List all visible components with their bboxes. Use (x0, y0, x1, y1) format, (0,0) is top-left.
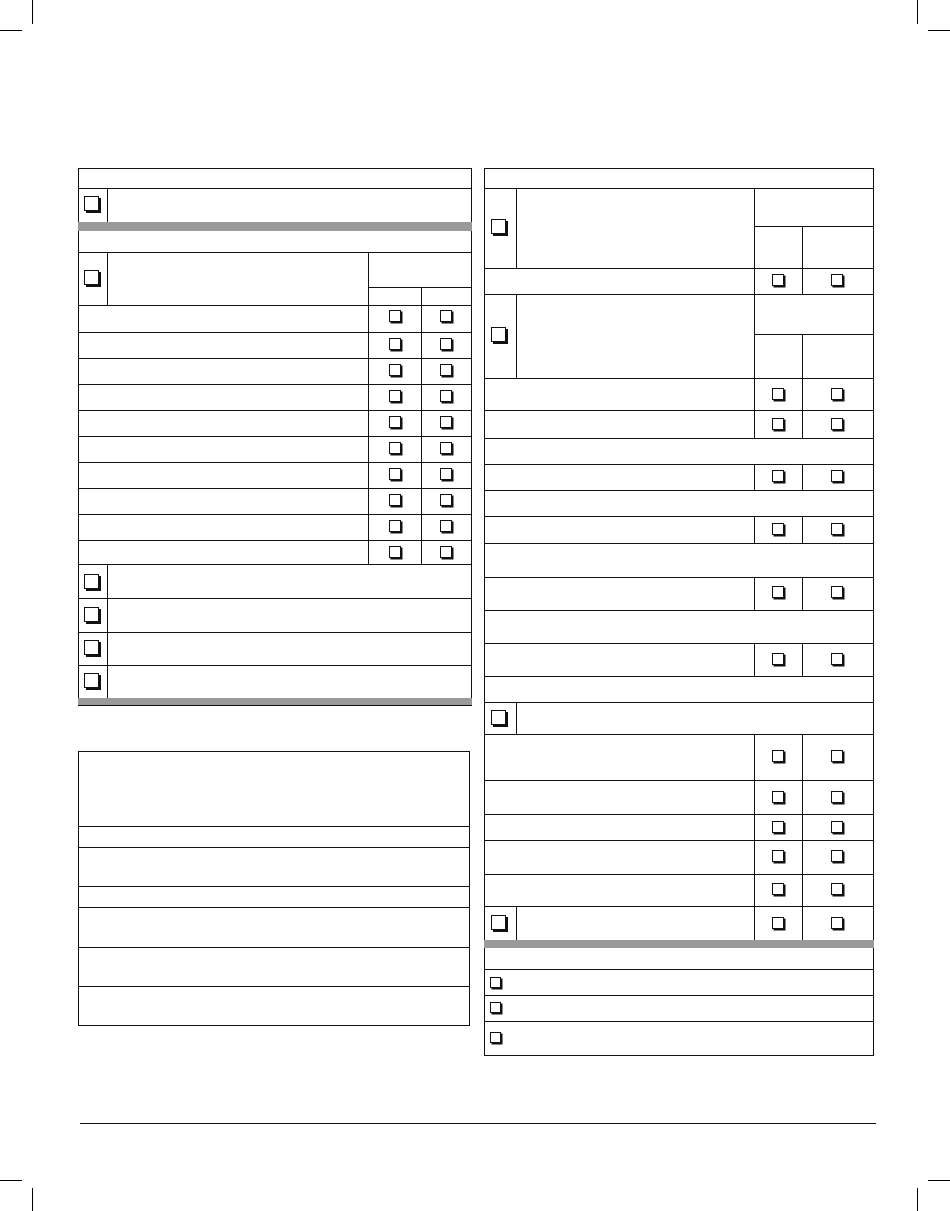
checkbox-icon[interactable] (440, 390, 452, 402)
checkbox-icon[interactable] (831, 850, 843, 862)
table-row (484, 490, 874, 491)
crop-mark (917, 0, 918, 24)
checkbox-icon[interactable] (831, 388, 843, 400)
table-row (484, 577, 874, 578)
checkbox-icon[interactable] (491, 327, 506, 342)
divider (802, 577, 803, 610)
checkbox-icon[interactable] (772, 470, 784, 482)
table-row (484, 294, 874, 295)
divider (754, 643, 755, 676)
table-row (78, 986, 470, 987)
checkbox-icon[interactable] (831, 883, 843, 895)
checkbox-icon[interactable] (831, 586, 843, 598)
divider (802, 334, 803, 438)
crop-mark (0, 1180, 22, 1181)
section-bar (484, 940, 874, 948)
checkbox-icon[interactable] (491, 710, 506, 725)
table-row (78, 564, 472, 565)
table-row (484, 969, 874, 970)
crop-mark (928, 30, 950, 31)
checkbox-icon[interactable] (440, 468, 452, 480)
table-row (484, 464, 874, 465)
table-row (78, 907, 470, 908)
checkbox-icon[interactable] (772, 274, 784, 286)
table-row (484, 268, 874, 269)
checkbox-icon[interactable] (389, 364, 401, 376)
table-row (484, 702, 874, 703)
crop-mark (0, 30, 22, 31)
checkbox-icon[interactable] (440, 364, 452, 376)
table-row (484, 780, 874, 781)
checkbox-icon[interactable] (772, 586, 784, 598)
divider (484, 188, 874, 189)
checkbox-icon[interactable] (490, 1032, 501, 1043)
table-row (78, 462, 472, 463)
table-row (484, 814, 874, 815)
table-row (78, 410, 472, 411)
checkbox-icon[interactable] (831, 470, 843, 482)
divider (754, 226, 874, 227)
left-lower-table (78, 751, 470, 1026)
section-bar (78, 698, 472, 705)
table-row (484, 734, 874, 735)
divider (754, 294, 755, 438)
checkbox-icon[interactable] (389, 520, 401, 532)
divider (754, 334, 874, 335)
table-row (484, 610, 874, 611)
checkbox-icon[interactable] (491, 915, 506, 930)
checkbox-icon[interactable] (772, 418, 784, 430)
divider (754, 516, 755, 543)
section-bar (78, 222, 472, 231)
checkbox-icon[interactable] (772, 653, 784, 665)
checkbox-icon[interactable] (440, 546, 452, 558)
checkbox-icon[interactable] (440, 416, 452, 428)
checkbox-icon[interactable] (84, 574, 99, 589)
divider (754, 188, 755, 294)
table-row (484, 643, 874, 644)
divider (802, 464, 803, 490)
checkbox-icon[interactable] (440, 310, 452, 322)
checkbox-icon[interactable] (389, 468, 401, 480)
table-row (484, 543, 874, 544)
table-row (78, 488, 472, 489)
checkbox-icon[interactable] (772, 917, 784, 929)
checkbox-icon[interactable] (772, 791, 784, 803)
checkbox-icon[interactable] (389, 442, 401, 454)
left-panel (78, 168, 472, 706)
divider (107, 564, 108, 698)
table-row (78, 384, 472, 385)
table-row (78, 886, 470, 887)
divider (754, 464, 755, 490)
checkbox-icon[interactable] (772, 388, 784, 400)
divider (107, 252, 108, 305)
divider (78, 252, 472, 253)
divider (78, 305, 472, 306)
checkbox-icon[interactable] (84, 607, 99, 622)
divider (754, 577, 755, 610)
divider (516, 188, 517, 268)
divider (516, 702, 517, 734)
table-row (78, 947, 470, 948)
table-row (484, 516, 874, 517)
table-row (78, 436, 472, 437)
table-row (484, 378, 874, 379)
checkbox-icon[interactable] (389, 390, 401, 402)
divider (421, 287, 422, 564)
divider (516, 906, 517, 940)
checkbox-icon[interactable] (831, 418, 843, 430)
checkbox-icon[interactable] (491, 219, 506, 234)
table-row (78, 598, 472, 599)
checkbox-icon[interactable] (440, 494, 452, 506)
crop-mark (928, 1180, 950, 1181)
checkbox-icon[interactable] (831, 917, 843, 929)
crop-mark (32, 0, 33, 24)
divider (78, 188, 472, 189)
checkbox-icon[interactable] (831, 523, 843, 535)
crop-mark (917, 1188, 918, 1211)
checkbox-icon[interactable] (389, 546, 401, 558)
table-row (78, 358, 472, 359)
checkbox-icon[interactable] (440, 442, 452, 454)
checkbox-icon[interactable] (831, 821, 843, 833)
checkbox-icon[interactable] (490, 977, 501, 988)
checkbox-icon[interactable] (772, 850, 784, 862)
checkbox-icon[interactable] (831, 791, 843, 803)
checkbox-icon[interactable] (831, 653, 843, 665)
divider (368, 252, 369, 564)
divider (107, 188, 108, 222)
divider (754, 734, 755, 940)
table-row (78, 847, 470, 848)
checkbox-icon[interactable] (772, 821, 784, 833)
checkbox-icon[interactable] (772, 750, 784, 762)
crop-mark (32, 1188, 33, 1211)
checkbox-icon[interactable] (84, 673, 99, 688)
checkbox-icon[interactable] (84, 196, 99, 211)
table-row (78, 540, 472, 541)
divider (802, 226, 803, 294)
checkbox-icon[interactable] (84, 270, 99, 285)
footer-rule (80, 1123, 876, 1124)
table-row (78, 632, 472, 633)
divider (802, 643, 803, 676)
right-panel (484, 168, 874, 1056)
checkbox-icon[interactable] (389, 338, 401, 350)
checkbox-icon[interactable] (389, 416, 401, 428)
divider (802, 516, 803, 543)
table-row (484, 676, 874, 677)
table-row (484, 438, 874, 439)
divider (802, 734, 803, 940)
checkbox-icon[interactable] (440, 338, 452, 350)
table-row (78, 514, 472, 515)
table-row (484, 1021, 874, 1022)
table-row (78, 826, 470, 827)
checkbox-icon[interactable] (831, 274, 843, 286)
checkbox-icon[interactable] (772, 883, 784, 895)
checkbox-icon[interactable] (389, 310, 401, 322)
table-row (78, 332, 472, 333)
table-row (484, 995, 874, 996)
table-row (484, 906, 874, 907)
checkbox-icon[interactable] (772, 523, 784, 535)
table-row (78, 665, 472, 666)
table-row (484, 874, 874, 875)
checkbox-icon[interactable] (831, 750, 843, 762)
table-row (484, 840, 874, 841)
checkbox-icon[interactable] (490, 1002, 501, 1013)
divider (516, 294, 517, 378)
checkbox-icon[interactable] (84, 640, 99, 655)
divider (368, 287, 472, 288)
checkbox-icon[interactable] (440, 520, 452, 532)
checkbox-icon[interactable] (389, 494, 401, 506)
table-row (484, 410, 874, 411)
